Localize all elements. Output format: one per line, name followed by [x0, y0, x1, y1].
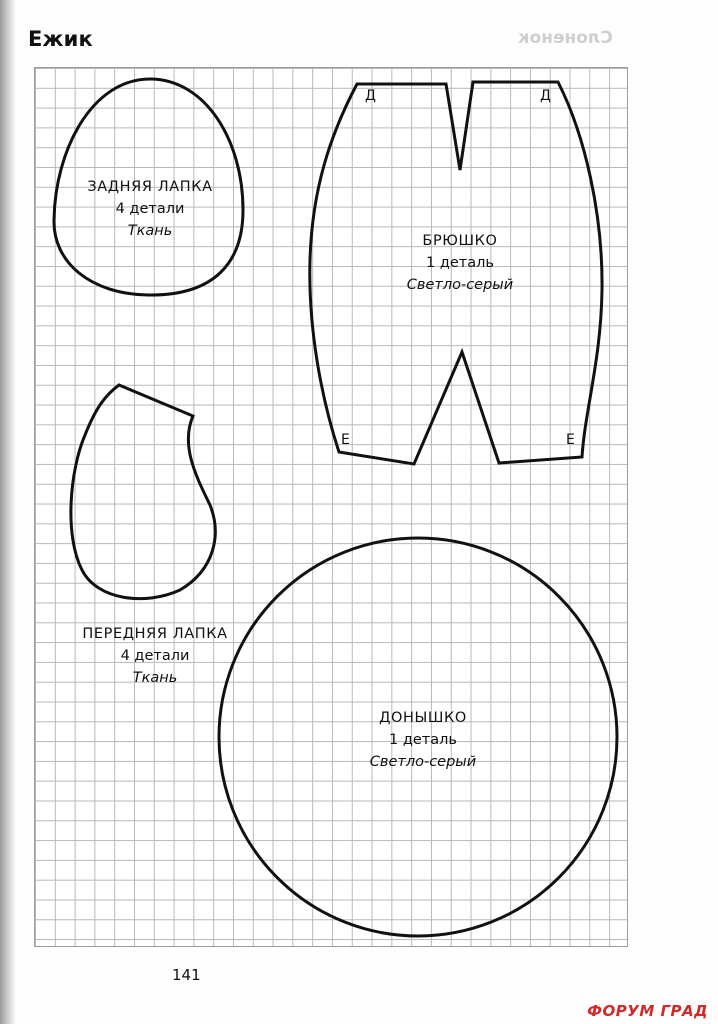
- bottom-material: Светло-серый: [369, 754, 477, 770]
- back-paw-name: ЗАДНЯЯ ЛАПКА: [87, 179, 213, 195]
- bleed-through-text: Слоненок: [518, 28, 613, 48]
- bottom-label: [333, 707, 513, 773]
- belly-mark-bottom-right: Е: [566, 432, 575, 448]
- front-paw-outline: [71, 385, 215, 599]
- watermark-logo: ФОРУМ ГРАД: [587, 1002, 708, 1020]
- belly-mark-top-left: Д: [365, 88, 376, 104]
- front-paw-label: [50, 623, 260, 689]
- belly-count: 1 деталь: [426, 255, 494, 271]
- front-paw-count: 4 детали: [120, 648, 190, 664]
- back-paw-count: 4 детали: [115, 201, 185, 217]
- belly-material: Светло-серый: [406, 277, 514, 293]
- front-paw-name: ПЕРЕДНЯЯ ЛАПКА: [82, 626, 228, 642]
- belly-mark-bottom-left: Е: [341, 432, 350, 448]
- back-paw-label: [60, 176, 240, 242]
- back-paw-material: Ткань: [127, 223, 173, 239]
- page-number: 141: [172, 966, 201, 984]
- bottom-count: 1 деталь: [389, 732, 457, 748]
- belly-mark-top-right: Д: [540, 88, 551, 104]
- belly-name: БРЮШКО: [422, 233, 498, 249]
- bottom-name: ДОНЫШКО: [379, 710, 467, 726]
- belly-label: [370, 230, 550, 296]
- page-title: Ежик: [28, 27, 94, 51]
- front-paw-material: Ткань: [132, 670, 178, 686]
